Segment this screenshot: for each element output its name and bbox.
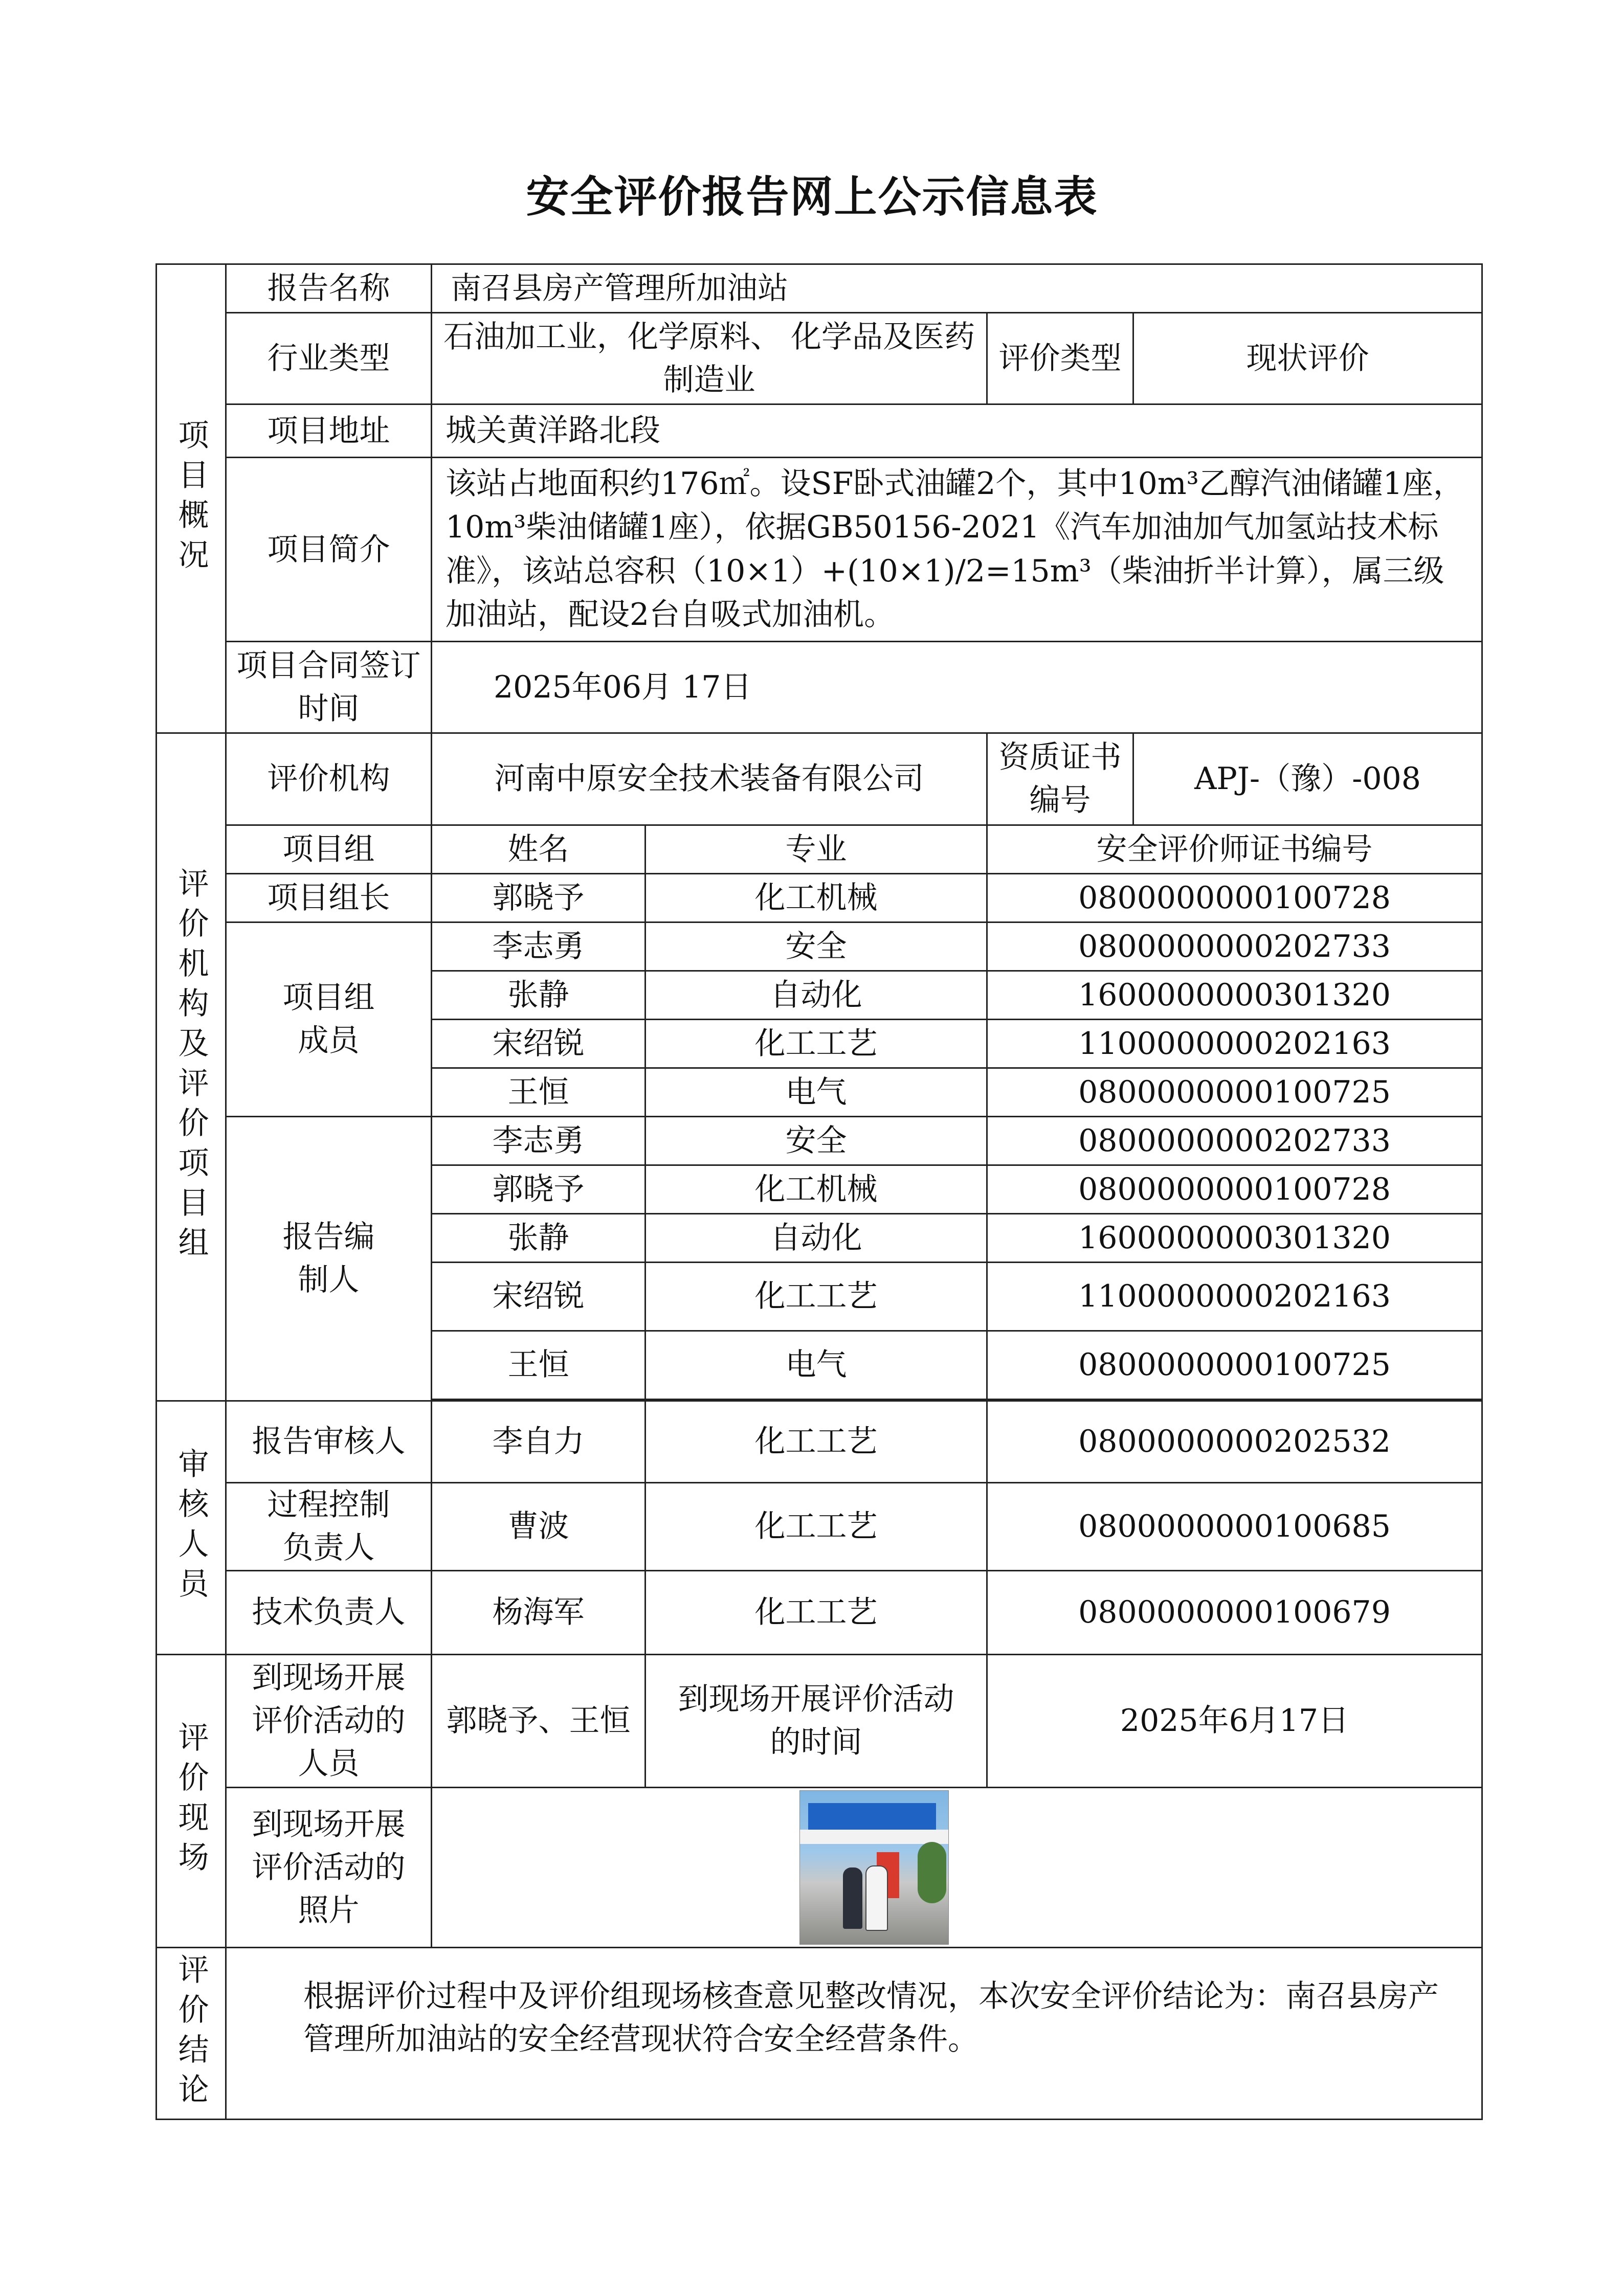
onsite-time: 2025年6月17日 [987, 1654, 1482, 1787]
onsite-time-label: 到现场开展评价活动的时间 [646, 1654, 987, 1787]
section-agency: 评价机构及评价项目组 [157, 733, 226, 1401]
cert-value: APJ-（豫）-008 [1133, 733, 1482, 825]
member-cert: 1600000000301320 [987, 971, 1482, 1019]
leader-cert: 0800000000100728 [987, 873, 1482, 922]
cert-label: 资质证书编号 [987, 733, 1133, 825]
person [843, 1867, 862, 1929]
author-name: 张静 [432, 1213, 646, 1262]
member-name: 王恒 [432, 1068, 646, 1116]
member-cert: 0800000000100725 [987, 1068, 1482, 1116]
onsite-people: 郭晓予、王恒 [432, 1654, 646, 1787]
reviewer-cert: 0800000000100685 [987, 1482, 1482, 1570]
reviewer-major: 化工工艺 [646, 1482, 987, 1570]
org-value: 河南中原安全技术装备有限公司 [432, 733, 987, 825]
reviewer-major: 化工工艺 [646, 1570, 987, 1654]
header-name: 姓名 [432, 825, 646, 873]
author-name: 郭晓予 [432, 1165, 646, 1213]
author-cert: 1100000000202163 [987, 1262, 1482, 1331]
org-label: 评价机构 [226, 733, 432, 825]
station-sign [808, 1803, 936, 1830]
reviewer-role: 过程控制负责人 [226, 1482, 432, 1570]
author-cert: 0800000000100728 [987, 1165, 1482, 1213]
author-cert: 0800000000202733 [987, 1116, 1482, 1165]
industry-value: 石油加工业，化学原料、 化学品及医药制造业 [432, 313, 987, 404]
address-label: 项目地址 [226, 404, 432, 458]
reviewer-role: 技术负责人 [226, 1570, 432, 1654]
member-major: 安全 [646, 922, 987, 971]
report-name-label: 报告名称 [226, 264, 432, 313]
reviewer-cert: 0800000000100679 [987, 1570, 1482, 1654]
author-major: 化工机械 [646, 1165, 987, 1213]
header-major: 专业 [646, 825, 987, 873]
author-cert: 0800000000100725 [987, 1331, 1482, 1399]
person [865, 1865, 888, 1931]
members-label: 项目组成员 [226, 922, 432, 1116]
onsite-photo-cell [432, 1787, 1482, 1947]
contract-label: 项目合同签订时间 [226, 641, 432, 733]
onsite-photo [799, 1790, 949, 1945]
member-name: 宋绍锐 [432, 1019, 646, 1068]
member-name: 张静 [432, 971, 646, 1019]
reviewer-name: 李自力 [432, 1401, 646, 1482]
section-overview: 项目概况 [157, 264, 226, 733]
leader-name: 郭晓予 [432, 873, 646, 922]
leader-major: 化工机械 [646, 873, 987, 922]
author-major: 化工工艺 [646, 1262, 987, 1331]
onsite-photo-label: 到现场开展评价活动的照片 [226, 1787, 432, 1947]
reviewer-name: 杨海军 [432, 1570, 646, 1654]
page-title: 安全评价报告网上公示信息表 [526, 172, 1098, 222]
section-conclusion: 评价结论 [157, 1947, 226, 2119]
eval-type-value: 现状评价 [1133, 313, 1482, 404]
author-major: 自动化 [646, 1213, 987, 1262]
tree [918, 1842, 946, 1903]
info-table [155, 263, 1483, 2120]
header-group: 项目组 [226, 825, 432, 873]
industry-label: 行业类型 [226, 313, 432, 404]
author-major: 安全 [646, 1116, 987, 1165]
author-major: 电气 [646, 1331, 987, 1399]
reviewer-role: 报告审核人 [226, 1401, 432, 1482]
authors-label: 报告编制人 [226, 1116, 432, 1401]
author-name: 李志勇 [432, 1116, 646, 1165]
section-reviewers: 审核人员 [157, 1401, 226, 1654]
author-name: 王恒 [432, 1331, 646, 1399]
reviewer-major: 化工工艺 [646, 1401, 987, 1482]
brief-label: 项目简介 [226, 458, 432, 642]
onsite-people-label: 到现场开展评价活动的人员 [226, 1654, 432, 1787]
conclusion-text: 根据评价过程中及评价组现场核查意见整改情况，本次安全评价结论为：南召县房产管理所加油站的安全经营现状符合安全经营条件。 [226, 1947, 1482, 2119]
header-cert: 安全评价师证书编号 [987, 825, 1482, 873]
reviewer-cert: 0800000000202532 [987, 1401, 1482, 1482]
leader-label: 项目组长 [226, 873, 432, 922]
member-name: 李志勇 [432, 922, 646, 971]
report-name-value: 南召县房产管理所加油站 [432, 264, 1482, 313]
author-cert: 1600000000301320 [987, 1213, 1482, 1262]
member-cert: 1100000000202163 [987, 1019, 1482, 1068]
member-cert: 0800000000202733 [987, 922, 1482, 971]
section-onsite: 评价现场 [157, 1654, 226, 1947]
canopy [800, 1830, 948, 1844]
reviewer-name: 曹波 [432, 1482, 646, 1570]
eval-type-label: 评价类型 [987, 313, 1133, 404]
member-major: 化工工艺 [646, 1019, 987, 1068]
member-major: 电气 [646, 1068, 987, 1116]
contract-date: 2025年06月 17日 [432, 641, 1482, 733]
author-name: 宋绍锐 [432, 1262, 646, 1331]
brief-value: 该站占地面积约176㎡。设SF卧式油罐2个，其中10m³乙醇汽油储罐1座，10m³柴油储罐1座），依据GB50156-2021《汽车加油加气加氢站技术标准》，该站总容积（10×1）+(10×1)/2=15m³（柴油折半计算），属三级加油站，配设2台自吸式加油机。 [432, 458, 1482, 642]
address-value: 城关黄洋路北段 [432, 404, 1482, 458]
member-major: 自动化 [646, 971, 987, 1019]
